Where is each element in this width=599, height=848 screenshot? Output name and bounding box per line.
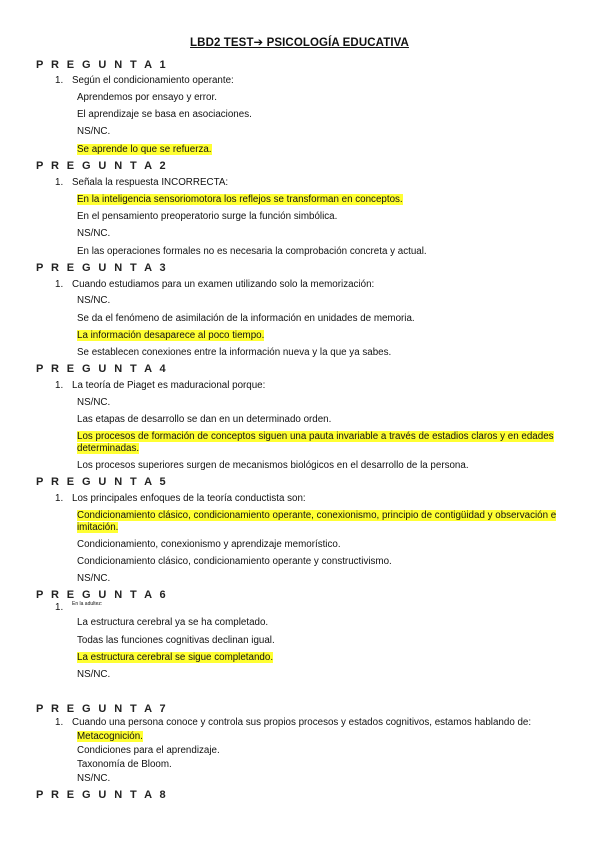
option-1a: Aprendemos por ensayo y error. <box>77 92 217 103</box>
option-4a: NS/NC. <box>77 397 111 408</box>
question-number: 1. <box>55 493 64 504</box>
option-6c-highlighted: La estructura cerebral se sigue completando. <box>77 652 274 663</box>
option-2c: NS/NC. <box>77 228 111 239</box>
question-3 <box>55 279 374 290</box>
option-1b: El aprendizaje se basa en asociaciones. <box>77 109 252 120</box>
question-text: En la adultez: <box>72 601 103 607</box>
option-2a-highlighted: En la inteligencia sensoriomotora los reflejos se transforman en conceptos. <box>77 194 403 205</box>
option-1c: NS/NC. <box>77 126 111 137</box>
question-text: La teoría de Piaget es maduracional porque: <box>72 380 266 391</box>
option-4d: Los procesos superiores surgen de mecanismos biológicos en el desarrollo de la persona. <box>77 460 469 471</box>
section-heading-6: P R E G U N T A 6 <box>36 589 169 601</box>
question-text: Los principales enfoques de la teoría conductista son: <box>72 493 306 504</box>
question-1 <box>55 75 234 86</box>
option-2b: En el pensamiento preoperatorio surge la función simbólica. <box>77 211 338 222</box>
option-4c-highlighted: Los procesos de formación de conceptos siguen una pauta invariable a través de estadios claros y en edades determinadas. <box>77 431 554 454</box>
question-6 <box>55 602 102 613</box>
option-7d: NS/NC. <box>77 773 111 784</box>
document-title: LBD2 TEST➔ PSICOLOGÍA EDUCATIVA <box>190 37 409 49</box>
section-heading-8: P R E G U N T A 8 <box>36 789 169 801</box>
section-heading-5: P R E G U N T A 5 <box>36 476 169 488</box>
option-5b: Condicionamiento, conexionismo y aprendizaje memorístico. <box>77 539 341 550</box>
section-heading-7: P R E G U N T A 7 <box>36 703 169 715</box>
option-5a-highlighted: Condicionamiento clásico, condicionamiento operante, conexionismo, principio de contigüidad y observación e imitación. <box>77 510 557 533</box>
question-text: Cuando una persona conoce y controla sus propios procesos y estados cognitivos, estamos hablando de: <box>72 717 532 728</box>
option-7a-highlighted: Metacognición. <box>77 731 143 742</box>
question-number: 1. <box>55 717 64 728</box>
question-7 <box>55 717 531 728</box>
question-text: Según el condicionamiento operante: <box>72 75 234 86</box>
section-heading-1: P R E G U N T A 1 <box>36 59 169 71</box>
option-7c: Taxonomía de Bloom. <box>77 759 172 770</box>
option-3d: Se establecen conexiones entre la información nueva y la que ya sabes. <box>77 347 392 358</box>
question-4 <box>55 380 265 391</box>
question-number: 1. <box>55 177 64 188</box>
option-1d-highlighted: Se aprende lo que se refuerza. <box>77 144 212 155</box>
option-5c: Condicionamiento clásico, condicionamiento operante y constructivismo. <box>77 556 392 567</box>
option-2d: En las operaciones formales no es necesaria la comprobación concreta y actual. <box>77 246 427 257</box>
option-5d: NS/NC. <box>77 573 111 584</box>
option-3b: Se da el fenómeno de asimilación de la información en unidades de memoria. <box>77 313 415 324</box>
option-3c-highlighted: La información desaparece al poco tiempo. <box>77 330 265 341</box>
section-heading-4: P R E G U N T A 4 <box>36 363 169 375</box>
question-number: 1. <box>55 279 64 290</box>
option-6b: Todas las funciones cognitivas declinan igual. <box>77 635 275 646</box>
option-4b: Las etapas de desarrollo se dan en un determinado orden. <box>77 414 332 425</box>
question-5 <box>55 493 306 504</box>
option-6a: La estructura cerebral ya se ha completado. <box>77 617 269 628</box>
question-text: Cuando estudiamos para un examen utilizando solo la memorización: <box>72 279 375 290</box>
question-text: Señala la respuesta INCORRECTA: <box>72 177 229 188</box>
option-3a: NS/NC. <box>77 295 111 306</box>
question-number: 1. <box>55 380 64 391</box>
question-number: 1. <box>55 602 64 613</box>
question-number: 1. <box>55 75 64 86</box>
option-6d: NS/NC. <box>77 669 111 680</box>
section-heading-2: P R E G U N T A 2 <box>36 160 169 172</box>
option-7b: Condiciones para el aprendizaje. <box>77 745 220 756</box>
section-heading-3: P R E G U N T A 3 <box>36 262 169 274</box>
question-2 <box>55 177 228 188</box>
